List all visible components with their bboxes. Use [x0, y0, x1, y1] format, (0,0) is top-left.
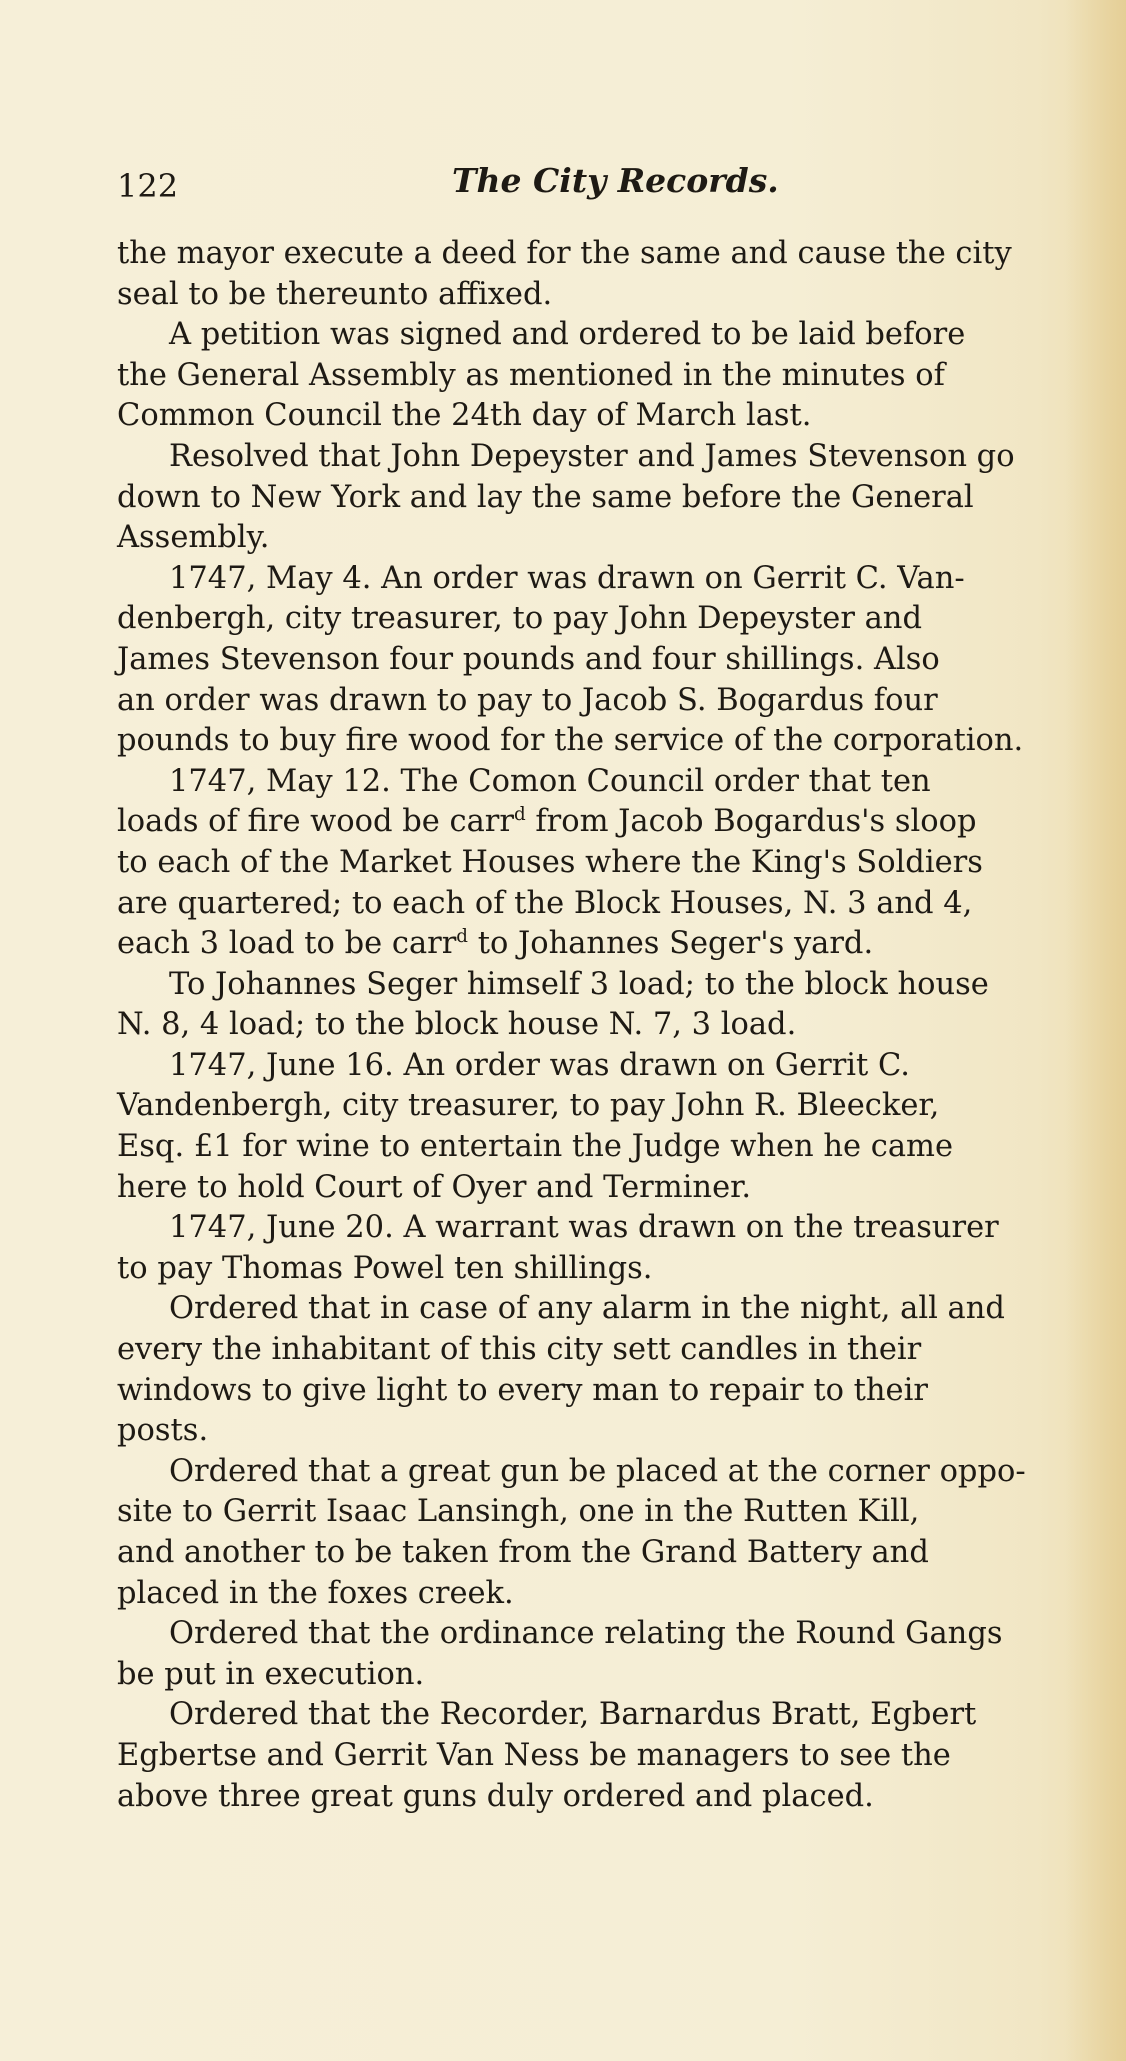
text-line-content: A petition was signed and ordered to be laid before	[169, 317, 966, 353]
text-line	[117, 1086, 1085, 1127]
text-line	[117, 965, 1085, 1006]
text-line	[117, 1574, 1085, 1615]
body-text	[117, 234, 1085, 1817]
text-line-content: Assembly.	[117, 520, 270, 556]
text-line-content: are quartered; to each of the Block Houses, N. 3 and 4,	[117, 885, 973, 921]
text-line-content: seal to be thereunto affixed.	[117, 276, 553, 312]
text-line	[117, 1614, 1085, 1655]
superscript-abbrev: d	[456, 925, 468, 947]
text-line	[117, 762, 1085, 803]
text-line-content: Ordered that in case of any alarm in the night, all and	[169, 1291, 1005, 1327]
text-line-continuation: from Jacob Bogardus's sloop	[525, 804, 977, 840]
text-line	[117, 1208, 1085, 1249]
text-line-content: Esq. £1 for wine to entertain the Judge when he came	[117, 1129, 954, 1165]
text-line-continuation: to Johannes Seger's yard.	[468, 926, 874, 962]
text-line	[117, 478, 1085, 519]
text-line	[117, 884, 1085, 925]
text-line-content: Common Council the 24th day of March last.	[117, 398, 812, 434]
text-line	[117, 234, 1085, 275]
text-line	[117, 1533, 1085, 1574]
text-line-content: an order was drawn to pay to Jacob S. Bogardus four	[117, 682, 938, 718]
text-line	[117, 802, 1085, 843]
text-line	[117, 1452, 1085, 1493]
text-line-content: each 3 load to be carr	[117, 926, 457, 962]
text-line-content: every the inhabitant of this city sett candles in their	[117, 1332, 922, 1368]
text-line-content: and another to be taken from the Grand Battery and	[117, 1535, 929, 1570]
text-line	[117, 721, 1085, 762]
text-line	[117, 315, 1085, 356]
text-line-content: Resolved that John Depeyster and James Stevenson go	[169, 438, 1015, 474]
text-line-content: be put in execution.	[117, 1656, 425, 1692]
text-line	[117, 843, 1085, 884]
text-line-content: To Johannes Seger himself 3 load; to the block house	[169, 966, 989, 1002]
text-line	[117, 396, 1085, 437]
text-line-content: 1747, May 12. The Comon Council order that ten	[169, 763, 931, 799]
page-number: 122	[117, 167, 179, 205]
text-line	[117, 599, 1085, 640]
text-line-content: down to New York and lay the same before the General	[117, 479, 974, 515]
text-line-content: 1747, May 4. An order was drawn on Gerrit C. Van-	[169, 560, 965, 596]
text-line	[117, 640, 1085, 681]
text-line-content: James Stevenson four pounds and four shillings. Also	[117, 641, 940, 677]
running-title: The City Records.	[452, 161, 779, 200]
text-line-content: N. 8, 4 load; to the block house N. 7, 3 load.	[117, 1007, 797, 1043]
text-line-content: site to Gerrit Isaac Lansingh, one in the Rutten Kill,	[117, 1494, 920, 1530]
text-line	[117, 1655, 1085, 1696]
text-line-content: pounds to buy fire wood for the service of the corporation.	[117, 723, 1024, 759]
text-line	[117, 1736, 1085, 1777]
text-line-content: 1747, June 20. A warrant was drawn on the treasurer	[169, 1210, 999, 1246]
text-line	[117, 1411, 1085, 1452]
text-line-content: loads of fire wood be carr	[117, 804, 514, 840]
text-line-content: to pay Thomas Powel ten shillings.	[117, 1250, 653, 1286]
text-line	[117, 1127, 1085, 1168]
text-line	[117, 1289, 1085, 1330]
text-line-content: the mayor execute a deed for the same and cause the city	[117, 236, 1012, 271]
text-line-content: denbergh, city treasurer, to pay John Depeyster and	[117, 601, 922, 637]
text-line-content: Egbertse and Gerrit Van Ness be managers to see the	[117, 1737, 951, 1773]
text-line	[117, 518, 1085, 559]
text-line-content: posts.	[117, 1413, 209, 1449]
text-line	[117, 1330, 1085, 1371]
text-line	[117, 681, 1085, 722]
text-line-content: here to hold Court of Oyer and Terminer.	[117, 1169, 752, 1205]
text-line	[117, 1168, 1085, 1209]
text-line-content: the General Assembly as mentioned in the minutes of	[117, 357, 945, 393]
text-line	[117, 559, 1085, 600]
text-line-content: Ordered that the Recorder, Barnardus Bratt, Egbert	[169, 1697, 977, 1733]
text-line-content: 1747, June 16. An order was drawn on Gerrit C.	[169, 1047, 910, 1083]
text-line	[117, 1777, 1085, 1818]
text-line-content: windows to give light to every man to repair to their	[117, 1372, 928, 1408]
text-line	[117, 1371, 1085, 1412]
text-line	[117, 437, 1085, 478]
text-line	[117, 1005, 1085, 1046]
text-line	[117, 356, 1085, 397]
text-line-content: Ordered that a great gun be placed at the corner oppo-	[169, 1453, 1026, 1489]
text-line	[117, 1695, 1085, 1736]
text-line	[117, 1046, 1085, 1087]
text-line	[117, 1249, 1085, 1290]
superscript-abbrev: d	[513, 804, 526, 826]
text-line	[117, 275, 1085, 316]
text-line-content: above three great guns duly ordered and placed.	[117, 1778, 874, 1814]
text-line	[117, 924, 1085, 965]
text-line	[117, 1492, 1085, 1533]
text-line-content: to each of the Market Houses where the King's Soldiers	[117, 844, 983, 880]
text-line-content: Vandenbergh, city treasurer, to pay John R. Bleecker,	[117, 1088, 940, 1124]
text-line-content: placed in the foxes creek.	[117, 1575, 514, 1611]
text-line-content: Ordered that the ordinance relating the Round Gangs	[169, 1616, 1003, 1652]
